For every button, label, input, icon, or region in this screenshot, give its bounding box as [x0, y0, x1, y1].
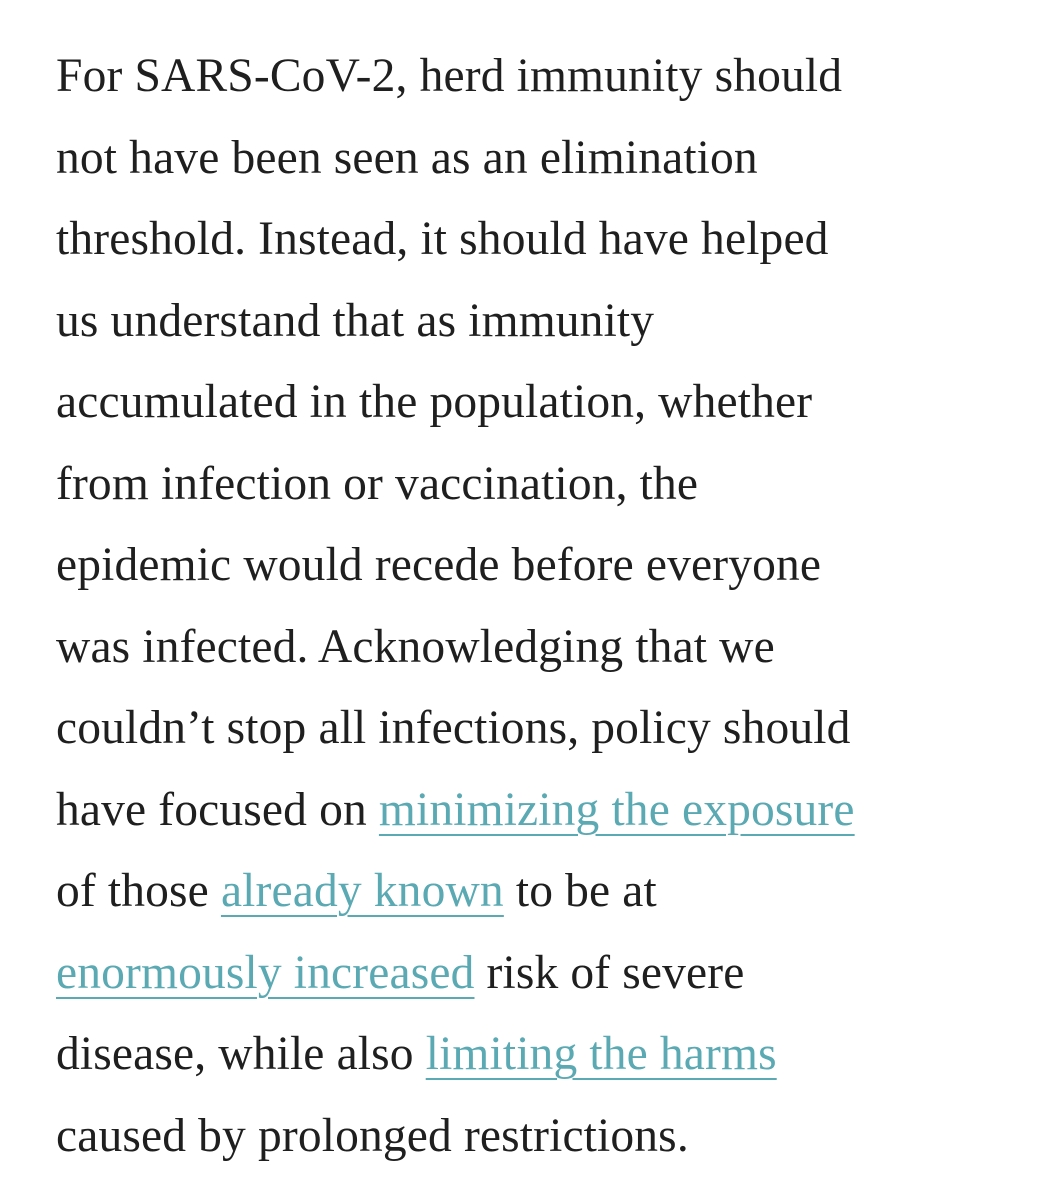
- text-line: [56, 770, 1016, 852]
- text-line: epidemic would recede before everyone: [56, 539, 822, 591]
- text-line: not have been seen as an elimination: [56, 131, 758, 184]
- text-line: [56, 933, 1016, 1015]
- text-segment: risk of severe: [474, 946, 745, 999]
- link-minimizing-the-exposure[interactable]: minimizing the exposure: [378, 783, 855, 836]
- text-segment: have focused on: [56, 783, 379, 836]
- text-line: us understand that as immunity: [56, 294, 655, 347]
- text-line: couldn’t stop all infections, policy should: [56, 702, 851, 754]
- text-line: from infection or vaccination, the: [56, 457, 699, 510]
- link-already-known[interactable]: already known: [220, 865, 504, 917]
- article-paragraph: [56, 36, 1016, 1177]
- link-enormously-increased[interactable]: enormously increased: [56, 946, 475, 999]
- text-line: For SARS-CoV-2, herd immunity should: [56, 50, 843, 102]
- text-line: [56, 1014, 1016, 1096]
- text-line: [56, 851, 1016, 933]
- text-line: threshold. Instead, it should have helped: [56, 213, 829, 265]
- link-limiting-the-harms[interactable]: limiting the harms: [425, 1028, 777, 1080]
- text-line: caused by prolonged restrictions.: [56, 1109, 689, 1162]
- text-segment: of those: [56, 865, 221, 917]
- text-segment: to be at: [503, 865, 657, 917]
- text-segment: disease, while also: [56, 1028, 426, 1080]
- text-line: was infected. Acknowledging that we: [56, 620, 775, 673]
- text-line: accumulated in the population, whether: [56, 376, 813, 428]
